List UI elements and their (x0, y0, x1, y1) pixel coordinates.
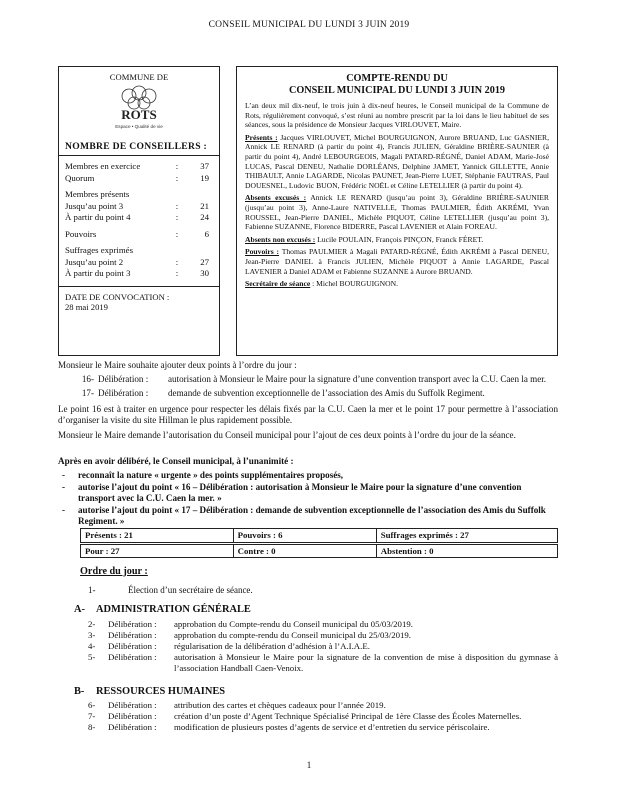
votes-pouvoirs: Pouvoirs : 6 (233, 529, 376, 543)
stat-quorum: Quorum : 19 (65, 172, 209, 183)
list-item: 5- Délibération : autorisation à Monsieur le Maire pour la signature de la convention de mise à disposition du gymnase à l’association Handball Caen-Venoix. (88, 652, 558, 674)
convocation-date: 28 mai 2019 (65, 302, 108, 313)
bullet-item: - autorise l’ajout du point « 17 – Délibération : demande de subvention exceptionnelle de l’association des Amis du Suffolk Regiment. » (62, 504, 546, 527)
added-point-16: 16- Délibération : autorisation à Monsieur le Maire pour la signature d’une convention transport avec la C.U. Caen la mer. (81, 374, 547, 385)
deliberation-section (58, 456, 558, 527)
logo-tagline: Espace • Qualité de vie (115, 124, 163, 130)
list-item: 3- Délibération : approbation du compte-rendu du Conseil municipal du 25/03/2019. (88, 630, 411, 641)
stat-presents-label: Membres présents (65, 189, 130, 200)
votes-table (80, 528, 558, 558)
ordre-item-1: 1- Élection d’un secrétaire de séance. (88, 585, 253, 595)
votes-abstention: Abstention : 0 (376, 544, 557, 558)
added-point-17: 17- Délibération : demande de subvention exceptionnelle de l’association des Amis du Suffolk Regiment. (81, 387, 485, 398)
list-item: 6- Délibération : attribution des cartes et chèques cadeaux pour l’année 2019. (88, 700, 386, 710)
commune-label: COMMUNE DE (109, 72, 169, 82)
stat-membres-exercice: Membres en exercice : 37 (65, 161, 209, 172)
votes-suffrages: Suffrages exprimés : 27 (376, 529, 557, 543)
pouvoirs-paragraph: Pouvoirs : Thomas PAULMIER à Magali PATARD-RÉGNÉ, Édith AKRÉMI à Pascal DENEU, Jean-Pierre DANIEL à Francis JULIEN, Michèle PIQUOT à Annie LAGARDE, Pascal LAVENIER à Daniel ADAM et Fabienne SUZANNE à Aurore BRUAND. (245, 247, 549, 276)
ordre-du-jour-title: Ordre du jour : (80, 566, 148, 577)
stat-presents-p4: À partir du point 4 : 24 (65, 212, 209, 223)
compte-rendu-intro: L’an deux mil dix-neuf, le trois juin à dix-neuf heures, le Conseil municipal de la Commune de Rots, régulièrement convoqué, s’est réuni au nombre prescrit par la loi dans le lieu habituel de ses séances, sous la présidence de Monsieur Jacques VIRLOUVET, Maire. (245, 101, 549, 130)
votes-presents: Présents : 21 (81, 529, 234, 543)
secretaire-paragraph: Secrétaire de séance : Michel BOURGUIGNON. (245, 279, 398, 289)
compte-rendu-box (236, 66, 558, 356)
page-number: 1 (306, 760, 312, 770)
deliberation-intro: Après en avoir délibéré, le Conseil municipal, à l’unanimité : (58, 456, 294, 466)
votes-row-2 (81, 544, 558, 558)
votes-pour: Pour : 27 (81, 544, 234, 558)
non-excuses-paragraph: Absents non excusés : Lucile POULAIN, François PINÇON, Franck FÉRET. (245, 234, 484, 244)
votes-row-1 (81, 529, 558, 543)
urgence-paragraph: Le point 16 est à traiter en urgence pour respecter les délais fixés par la C.U. Caen la mer et le point 17 pour permettre à l’association d’organiser la visite du site Hillman le plus rapidement possible. (58, 404, 558, 426)
intro-paragraph: Monsieur le Maire souhaite ajouter deux points à l’ordre du jour : (58, 360, 297, 370)
commune-info-box (58, 66, 220, 356)
bullet-item: - autorise l’ajout du point « 16 – Délibération : autorisation à Monsieur le Maire pour la signature d’une convention transport avec la C.U. Caen la mer. » (62, 481, 522, 504)
convocation-label: DATE DE CONVOCATION : (65, 291, 170, 302)
votes-contre: Contre : 0 (233, 544, 376, 558)
section-a-heading: A- ADMINISTRATION GÉNÉRALE (74, 604, 251, 615)
list-item: 2- Délibération : approbation du Compte-rendu du Conseil municipal du 05/03/2019. (88, 619, 413, 629)
list-item: 8- Délibération : modification de plusieurs postes d’agents de service et d’entretien du service périscolaire. (88, 722, 490, 733)
logo-name: ROTS (121, 107, 157, 123)
stat-suffrages-label: Suffrages exprimés (65, 245, 133, 256)
added-points-section (58, 360, 558, 399)
presents-paragraph: Présents : Jacques VIRLOUVET, Michel BOURGUIGNON, Aurore BRUAND, Luc GASNIER, Annick LE RENARD (à partir du point 4), Francis JULIEN, Géraldine BRIÈRE-SAUNIER (à partir du point 4), André LEBOURGEOIS, Magali PATARD-RÉGNÉ, Daniel ADAM, Marie-José LUCAS, Pascal DENEU, Nathalie DORLÉANS, Delphine JAMET, Yannick GILLETTE, Annie THIBAULT, Annie LAGARDE, Nicolas PAUNET, Jean-Pierre LUET, Stéphanie FAUTRAS, Paul DOUESNEL, Ludovic BUON, Frédéric NOËL et Céline LETELLIER (à partir du point 4). (245, 132, 550, 190)
stat-suffrages-p2: Jusqu’au point 2 : 27 (65, 256, 209, 267)
rots-logo-icon (95, 85, 183, 131)
list-item: 7- Délibération : création d’un poste d’Agent Technique Spécialisé Principal de 1ère Classe des Écoles Maternelles. (88, 711, 522, 722)
section-b-heading: B- RESSOURCES HUMAINES (74, 686, 226, 697)
stat-pouvoirs: Pouvoirs : 6 (65, 228, 209, 239)
stat-presents-p3: Jusqu’au point 3 : 21 (65, 200, 209, 211)
conseillers-title: NOMBRE DE CONSEILLERS : (65, 141, 208, 153)
section-b-list (88, 700, 558, 733)
compte-rendu-title-1: COMPTE-RENDU DU (346, 73, 448, 84)
autorisation-paragraph: Monsieur le Maire demande l’autorisation du Conseil municipal pour l’ajout de ces deux points à l’ordre du jour de la séance. (58, 430, 516, 440)
stat-suffrages-p3: À partir du point 3 : 30 (65, 268, 209, 279)
compte-rendu-title-2: CONSEIL MUNICIPAL DU LUNDI 3 JUIN 2019 (288, 85, 506, 96)
list-item: 4- Délibération : régularisation de la délibération d’adhésion à l’A.I.A.E. (88, 641, 370, 652)
section-a-list (88, 619, 558, 674)
page-header: CONSEIL MUNICIPAL DU LUNDI 3 JUIN 2019 (208, 20, 410, 30)
bullet-item: - reconnaît la nature « urgente » des points supplémentaires proposés, (62, 470, 344, 481)
excuses-paragraph: Absents excusés : Annick LE RENARD (jusqu’au point 3), Géraldine BRIÈRE-SAUNIER (jusqu’au point 3), Anne-Laure NATIVELLE, Thomas PAULMIER, Édith AKRÉMI, Yvan ROUSSEL, Jean-Pierre DANIEL, Michèle PIQUOT, Céline LETELLIER (jusqu’au point 3), Fabienne SUZANNE, Florence BIDERRE, Pascal LAVENIER et Alain FOREAU. (245, 193, 549, 232)
